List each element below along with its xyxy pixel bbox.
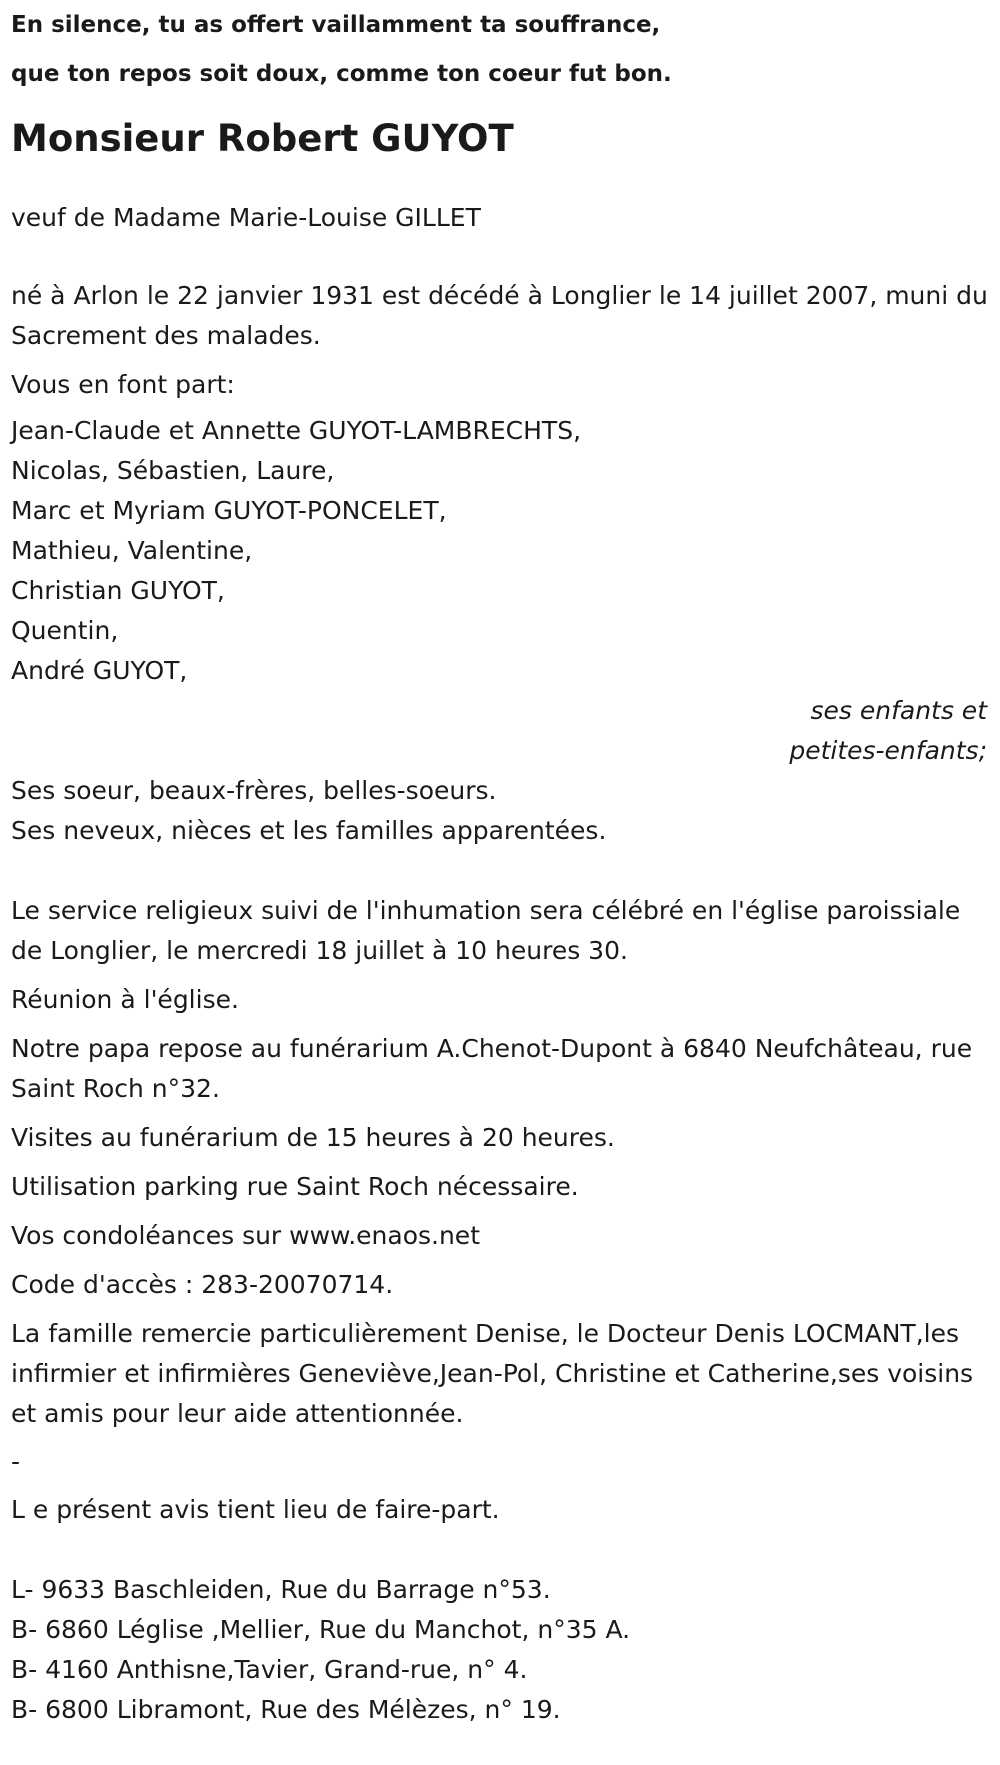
relation-line-1: ses enfants et [810, 696, 987, 725]
relatives-line: Ses soeur, beaux-frères, belles-soeurs. [11, 776, 497, 805]
thanks-text: La famille remercie particulièrement Denise, le Docteur Denis LOCMANT,les infirmier et infirmières Geneviève,Jean-Pol, Christine et Catherine,ses voisins et amis pour leur aide attentionnée. [11, 1319, 974, 1428]
announcement-intro: Vous en font part: [11, 370, 235, 399]
address-list [11, 1570, 989, 1730]
family-member: Marc et Myriam GUYOT-PONCELET, [11, 496, 447, 525]
separator-dash: - [11, 1447, 21, 1476]
family-member: Christian GUYOT, [11, 576, 225, 605]
family-list [11, 411, 989, 691]
parking-text: Utilisation parking rue Saint Roch nécessaire. [11, 1172, 579, 1201]
notice-text: L e présent avis tient lieu de faire-part. [11, 1495, 500, 1524]
condolences-text: Vos condoléances sur www.enaos.net [11, 1221, 480, 1250]
birth-death-text: né à Arlon le 22 janvier 1931 est décédé à Longlier le 14 juillet 2007, muni du Sacrement des malades. [11, 281, 988, 350]
epigraph [11, 0, 989, 99]
family-member: André GUYOT, [11, 656, 188, 685]
access-code-text: Code d'accès : 283-20070714. [11, 1270, 394, 1299]
deceased-name: Monsieur Robert GUYOT [11, 117, 514, 160]
family-member: Nicolas, Sébastien, Laure, [11, 456, 335, 485]
relation-caption [11, 691, 989, 771]
widow-line: veuf de Madame Marie-Louise GILLET [11, 203, 481, 232]
address-line: B- 6800 Libramont, Rue des Mélèzes, n° 19. [11, 1695, 561, 1724]
family-member: Mathieu, Valentine, [11, 536, 253, 565]
meeting-text: Réunion à l'église. [11, 985, 239, 1014]
relation-line-2: petites-enfants; [789, 736, 987, 765]
relatives-line: Ses neveux, nièces et les familles apparentées. [11, 816, 607, 845]
epigraph-line-1: En silence, tu as offert vaillamment ta souffrance, [11, 12, 661, 38]
epigraph-line-2: que ton repos soit doux, comme ton coeur fut bon. [11, 61, 672, 87]
funeral-home-text: Notre papa repose au funérarium A.Chenot-Dupont à 6840 Neufchâteau, rue Saint Roch n°32. [11, 1034, 973, 1103]
address-line: B- 4160 Anthisne,Tavier, Grand-rue, n° 4. [11, 1655, 528, 1684]
visits-text: Visites au funérarium de 15 heures à 20 heures. [11, 1123, 615, 1152]
address-line: B- 6860 Léglise ,Mellier, Rue du Manchot, n°35 A. [11, 1615, 631, 1644]
family-member: Jean-Claude et Annette GUYOT-LAMBRECHTS, [11, 416, 582, 445]
ceremony-text: Le service religieux suivi de l'inhumation sera célébré en l'église paroissiale de Longlier, le mercredi 18 juillet à 10 heures 30. [11, 896, 961, 965]
relatives-list [11, 771, 989, 851]
address-line: L- 9633 Baschleiden, Rue du Barrage n°53. [11, 1575, 551, 1604]
family-member: Quentin, [11, 616, 119, 645]
